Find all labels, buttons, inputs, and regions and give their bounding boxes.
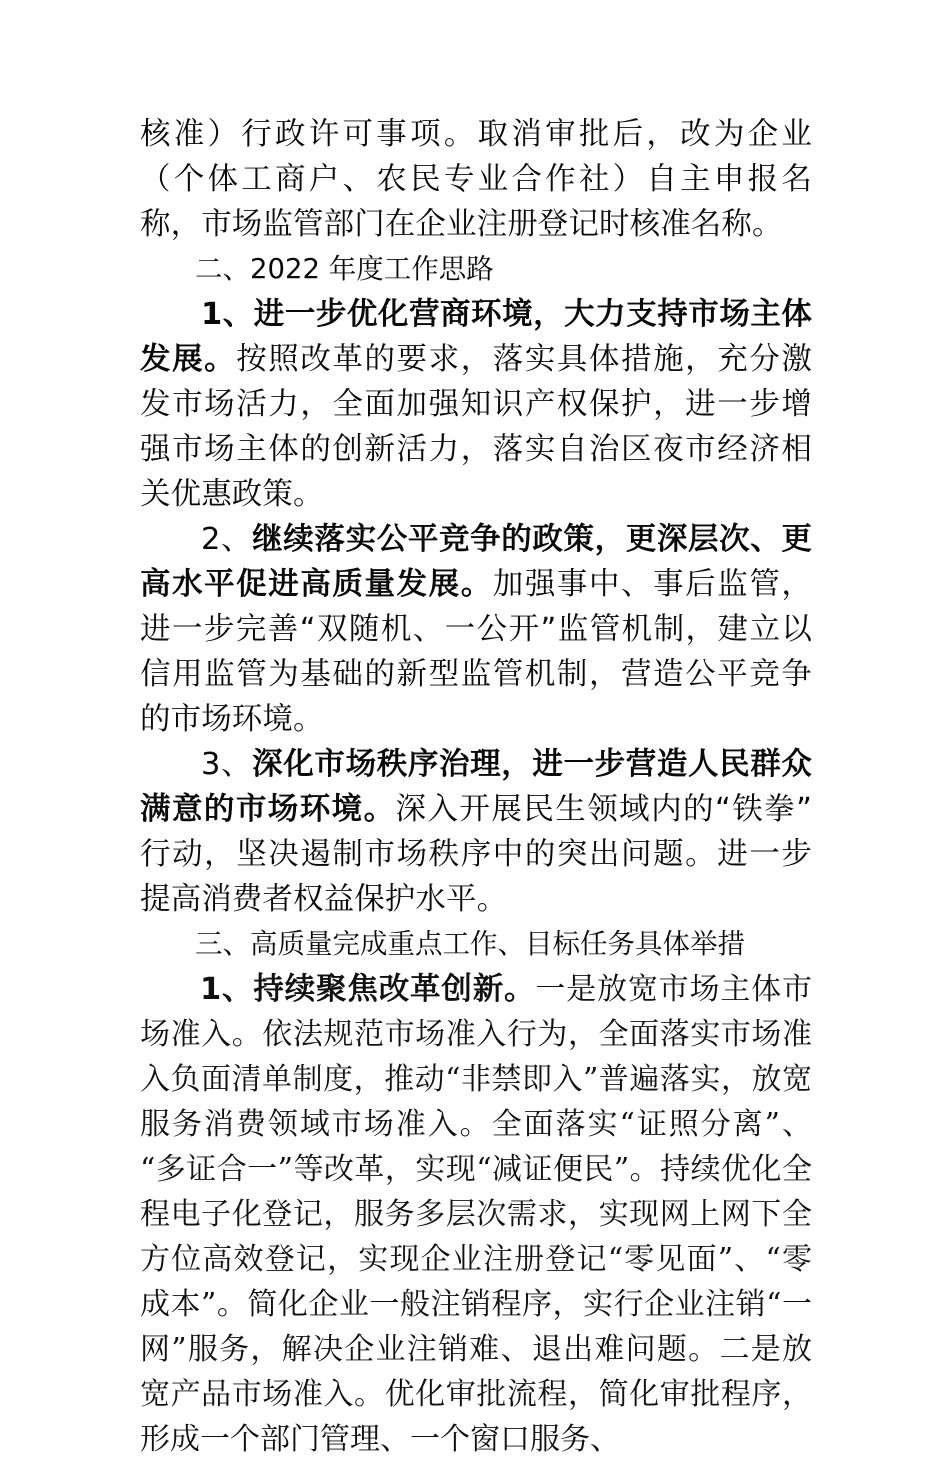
list-item-1-body: 按照改革的要求，落实具体措施，充分激发市场活力，全面加强知识产权保护，进一步增强市场主体的创新活力，落实自治区夜市经济相关优惠政策。 [140,342,812,512]
list-item-4-number: 1、 [200,972,254,1007]
list-item-4-body: 一是放宽市场主体市场准入。依法规范市场准入行为，全面落实市场准入负面清单制度，推动“非禁即入”普遍落实，放宽服务消费领域市场准入。全面落实“证照分离”、“多证合一”等改革，实现“减证便民”。持续优化全程电子化登记，服务多层次需求，实现网上网下全方位高效登记，实现企业注册登记“零见面”、“零成本”。简化企业一般注销程序，实行企业注销“一网”服务，解决企业注销难、退出难问题。二是放宽产品市场准入。优化审批流程，简化审批程序，形成一个部门管理、一个窗口服务、 [140,972,812,1457]
list-item-3-body: 深入开展民生领域内的“铁拳”行动，坚决遏制市场秩序中的突出问题。进一步提高消费者权益保护水平。 [140,792,812,917]
list-item-1 [140,292,812,517]
list-item-2-title: 继续落实公平竞争的政策，更深层次、更高水平促进高质量发展。 [140,522,812,602]
list-item-2-body: 加强事中、事后监管，进一步完善“双随机、一公开”监管机制，建立以信用监管为基础的新型监管机制，营造公平竞争的市场环境。 [140,567,812,737]
text-column [140,112,812,1462]
list-item-4-title: 持续聚焦改革创新。 [253,972,536,1007]
section-heading-three: 三、高质量完成重点工作、目标任务具体举措 [195,928,745,960]
list-item-2-number: 2、 [201,522,253,557]
list-item-4 [140,967,812,1462]
list-item-1-title: 进一步优化营商环境，大力支持市场主体发展。 [140,297,812,377]
list-item-3-title: 深化市场秩序治理，进一步营造人民群众满意的市场环境。 [140,747,812,827]
list-item-3 [140,742,812,922]
paragraph-continuation: 核准）行政许可事项。取消审批后，改为企业（个体工商户、农民专业合作社）自主申报名称，市场监管部门在企业注册登记时核准名称。 [140,117,812,242]
list-item-3-number: 3、 [201,747,253,782]
section-heading-two: 二、2022 年度工作思路 [195,253,494,285]
list-item-1-number: 1、 [201,297,254,332]
list-item-2 [140,517,812,742]
